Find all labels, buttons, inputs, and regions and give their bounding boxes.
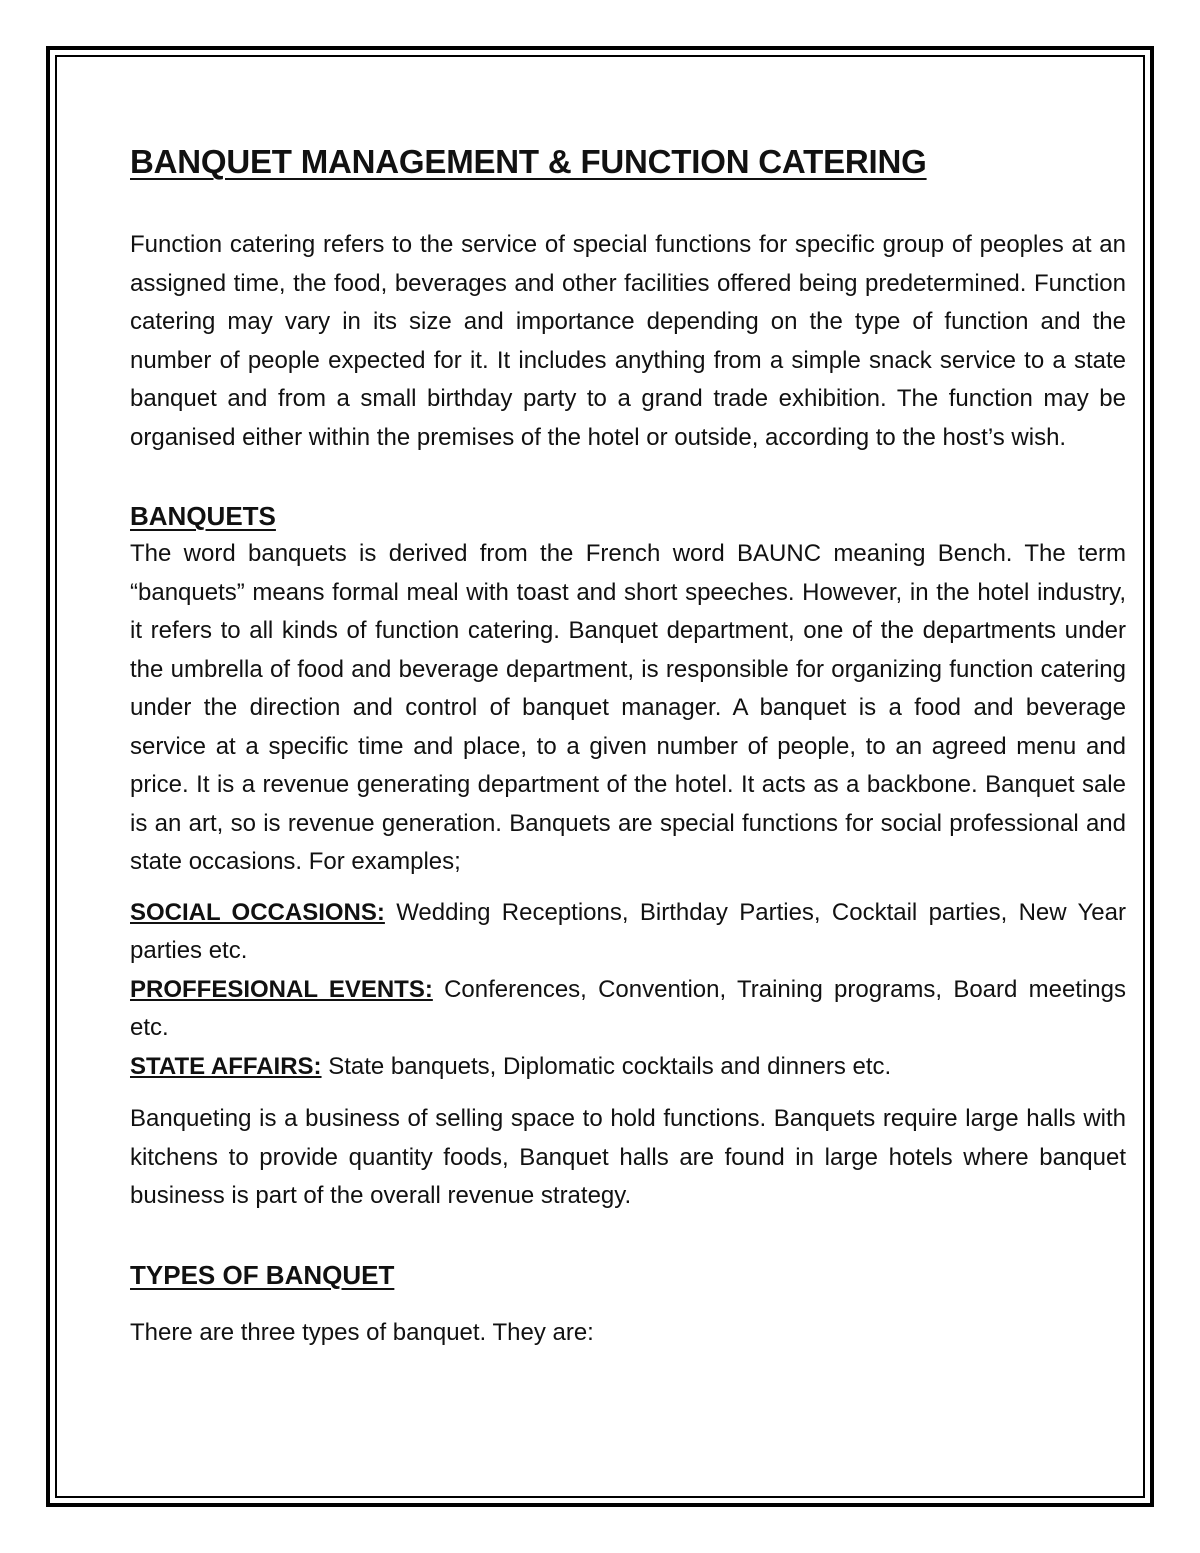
example-text: State banquets, Diplomatic cocktails and dinners etc. (321, 1052, 892, 1080)
example-social (130, 894, 1126, 971)
types-paragraph: There are three types of banquet. They are: (130, 1318, 594, 1346)
document-content (130, 138, 1126, 1352)
types-heading: TYPES OF BANQUET (130, 1259, 395, 1290)
example-professional (130, 971, 1126, 1048)
example-label: STATE AFFAIRS: (130, 1052, 322, 1080)
banquets-paragraph: The word banquets is derived from the French word BAUNC meaning Bench. The term “banquets” means formal meal with toast and short speeches. However, in the hotel industry, it refers to all kinds of function catering. Banquet department, one of the departments under the umbrella of food and beverage department, is responsible for organizing function catering under the direction and control of banquet manager. A banquet is a food and beverage service at a specific time and place, to a given number of people, to an agreed menu and price. It is a revenue generating department of the hotel. It acts as a backbone. Banquet sale is an art, so is revenue generation. Banquets are special functions for social professional and state occasions. For examples; (130, 540, 1126, 875)
document-title: BANQUET MANAGEMENT & FUNCTION CATERING (130, 143, 927, 180)
example-state (130, 1048, 1126, 1087)
example-label: SOCIAL OCCASIONS: (130, 898, 385, 926)
banqueting-paragraph: Banqueting is a business of selling space to hold functions. Banquets require large halls with kitchens to provide quantity foods, Banquet halls are found in large hotels where banquet business is part of the overall revenue strategy. (130, 1105, 1126, 1209)
intro-paragraph: Function catering refers to the service of special functions for specific group of peoples at an assigned time, the food, beverages and other facilities offered being predetermined. Function catering may vary in its size and importance depending on the type of function and the number of people expected for it. It includes anything from a simple snack service to a state banquet and from a small birthday party to a grand trade exhibition. The function may be organised either within the premises of the hotel or outside, according to the host’s wish. (130, 231, 1126, 451)
example-label: PROFFESIONAL EVENTS: (130, 975, 433, 1003)
banquets-heading: BANQUETS (130, 501, 276, 531)
example-text: Wedding Receptions, Birthday Parties, Cocktail parties, New Year parties etc. (130, 898, 1126, 964)
examples-list (130, 894, 1126, 1087)
example-text: Conferences, Convention, Training programs, Board meetings etc. (130, 975, 1126, 1041)
